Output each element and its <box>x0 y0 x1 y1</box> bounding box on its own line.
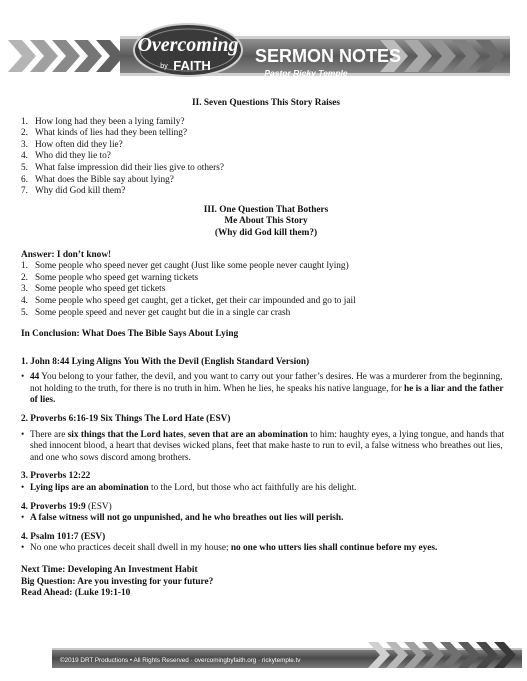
list-item: 6. What does the Bible say about lying? <box>21 174 174 185</box>
header-banner <box>0 0 527 100</box>
section-3-heading: III. One Question That Bothers Me About This Story (Why did God kill them?) <box>203 204 329 238</box>
footer-copyright: ©2019 DRT Productions • All Rights Reserved · overcomingbyfaith.org · rickytemple.tv <box>60 657 301 664</box>
list-item: 7. Why did God kill them? <box>21 186 126 197</box>
section-2-heading: II. Seven Questions This Story Raises <box>191 98 341 108</box>
verse-1-text: • 44 You belong to your father, the devil, and you want to carry out your father’s desires. He was a murderer from the beginning, not holding to the truth, for there is no truth in him. When he lies, he speaks his native language, for he is a liar and the father of lies. <box>21 372 504 406</box>
answer-list <box>21 261 511 319</box>
answer-label: Answer: I don’t know! <box>21 249 112 260</box>
list-item: 2. Some people who speed get warning tickets <box>21 272 199 283</box>
sermon-notes-body <box>21 98 511 600</box>
list-item: 3. How often did they lie? <box>21 139 123 150</box>
verse-5-text: • No one who practices deceit shall dwell in my house; no one who utters lies shall continue before my eyes. <box>21 543 438 554</box>
logo-faith: FAITH <box>173 58 211 73</box>
footer-banner <box>0 640 527 670</box>
list-item: 2. What kinds of lies had they been telling? <box>21 128 188 139</box>
list-item: 1. How long had they been a lying family? <box>21 116 185 127</box>
verse-2-heading: 2. Proverbs 6:16-19 Six Things The Lord Hate (ESV) <box>21 414 231 425</box>
verse-1-heading: 1. John 8:44 Lying Aligns You With the Devil (English Standard Version) <box>21 356 310 367</box>
verse-5-heading: 4. Psalm 101:7 (ESV) <box>21 531 106 542</box>
list-item: 1. Some people who speed never get caught (Just like some people never caught lying) <box>21 261 349 272</box>
next-time: Next Time: Developing An Investment Habit <box>21 565 198 575</box>
banner-title: SERMON NOTES <box>255 46 402 66</box>
list-item: 4. Who did they lie to? <box>21 151 111 162</box>
overcoming-logo <box>134 24 242 76</box>
list-item: 5. Some people speed and never get caught but die in a single car crash <box>21 307 291 318</box>
banner-pastor: Pastor Ricky Temple <box>264 68 348 78</box>
verse-3-heading: 3. Proverbs 12:22 <box>21 471 91 482</box>
logo-by: by <box>160 63 168 70</box>
logo-overcoming: Overcoming <box>137 34 239 56</box>
conclusion-heading: In Conclusion: What Does The Bible Says About Lying <box>21 329 239 340</box>
list-item: 5. What false impression did their lies give to others? <box>21 162 224 173</box>
verse-3-text: • Lying lips are an abomination to the Lord, but those who act faithfully are his delight. <box>21 483 357 494</box>
banner-chevrons-left <box>8 40 124 72</box>
list-item: 3. Some people who speed get tickets <box>21 284 166 295</box>
verse-4-text: • A false witness will not go unpunished, and he who breathes out lies will perish. <box>21 513 344 524</box>
big-question: Big Question: Are you investing for your future? <box>21 576 214 587</box>
verse-4-heading: 4. Proverbs 19:9 (ESV) <box>21 501 112 512</box>
verse-2-text: • There are six things that the Lord hates, seven that are an abomination to him: haughty eyes, a lying tongue, and hands that shed innocent blood, a heart that devises wicked plans, feet that make haste to run to evil, a false witness who breathes out lies, and one who sows discord among brothers. <box>21 429 505 463</box>
read-ahead: Read Ahead: (Luke 19:1-10 <box>21 588 131 599</box>
seven-questions-list <box>21 117 511 198</box>
list-item: 4. Some people who speed get caught, get a ticket, get their car impounded and go to jail <box>21 295 356 306</box>
